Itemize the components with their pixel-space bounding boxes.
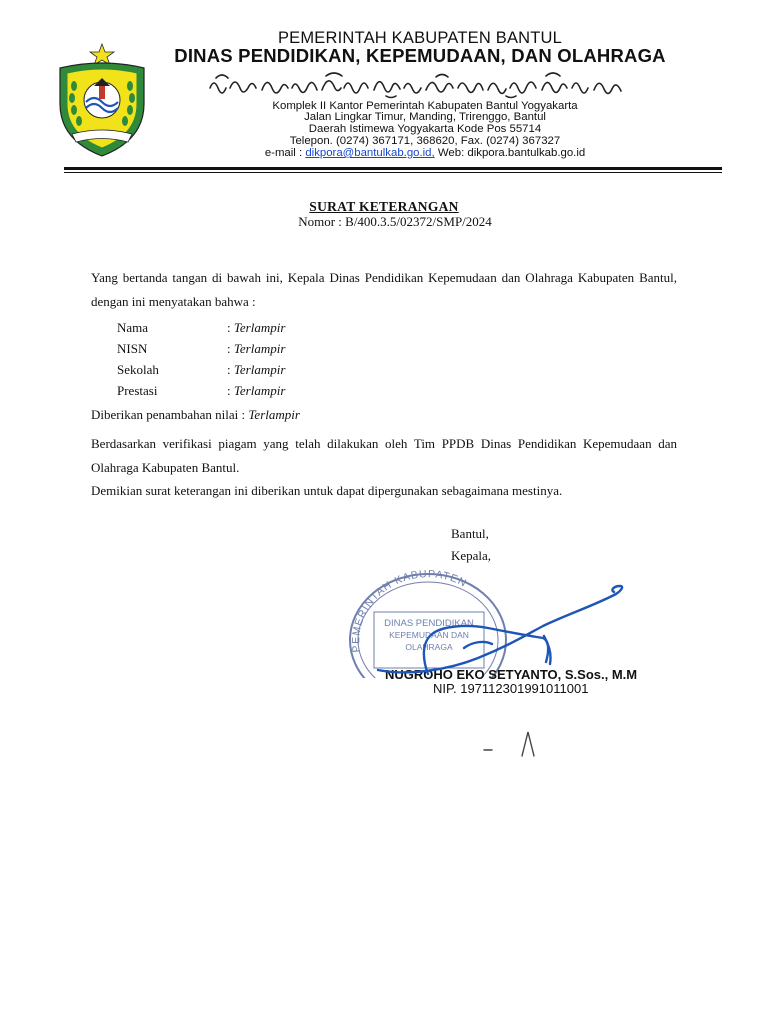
agency-name: DINAS PENDIDIKAN, KEPEMUDAAN, DAN OLAHRAGA <box>174 45 666 66</box>
detail-separator: : <box>227 383 234 398</box>
pen-marks-icon <box>470 720 550 760</box>
additional-score-value: Terlampir <box>248 407 300 422</box>
detail-value <box>227 359 285 380</box>
detail-value <box>227 317 285 338</box>
detail-label: Nama <box>117 320 149 335</box>
stamp-inner-line-1: DINAS PENDIDIKAN <box>384 618 474 629</box>
email-link[interactable]: dikpora@bantulkab.go.id, <box>305 147 435 159</box>
web-text: Web: dikpora.bantulkab.go.id <box>434 147 586 159</box>
regency-crest-icon <box>50 42 154 160</box>
opening-paragraph: Yang bertanda tangan di bawah ini, Kepala Dinas Pendidikan Kepemudaan dan Olahraga Kabupaten Bantul, dengan ini menyatakan bahwa : <box>91 270 677 309</box>
detail-value <box>227 338 285 359</box>
address-line-2: Jalan Lingkar Timur, Manding, Trirenggo, Bantul <box>304 111 546 123</box>
signature-position: Kepala, <box>451 548 492 563</box>
detail-value-text: Terlampir <box>233 383 286 398</box>
contact-line <box>180 147 670 160</box>
additional-score-label: Diberikan penambahan nilai : <box>91 407 249 422</box>
stamp-inner-line-3: OLAHRAGA <box>405 642 453 652</box>
javanese-script-banner-icon <box>206 68 636 100</box>
detail-separator: : <box>227 341 234 356</box>
detail-value <box>227 380 285 401</box>
address-line-1: Komplek II Kantor Pemerintah Kabupaten Bantul Yogyakarta <box>272 100 578 112</box>
detail-separator: : <box>227 362 234 377</box>
handwritten-signature-icon <box>368 578 638 696</box>
verification-paragraph: Berdasarkan verifikasi piagam yang telah dilakukan oleh Tim PPDB Dinas Pendidikan Kepemudaan dan Olahraga Kabupaten Bantul. <box>91 436 677 475</box>
detail-label: NISN <box>117 341 148 356</box>
header-rule <box>64 167 722 170</box>
detail-separator: : <box>227 320 234 335</box>
detail-label: Prestasi <box>117 383 158 398</box>
government-name: PEMERINTAH KABUPATEN BANTUL <box>277 29 563 47</box>
document-title: SURAT KETERANGAN <box>309 199 459 214</box>
additional-score-line <box>91 407 300 423</box>
signature-place: Bantul, <box>451 526 489 541</box>
document-number: Nomor : B/400.3.5/02372/SMP/2024 <box>298 214 492 229</box>
email-label: e-mail : <box>264 147 306 159</box>
detail-value-text: Terlampir <box>233 320 286 335</box>
stamp-inner-line-2: KEPEMUDAAN DAN <box>389 630 469 640</box>
stamp-outer-text: PEMERINTAH KABUPATEN <box>350 570 469 653</box>
signatory-nip: NIP. 197112301991011001 <box>433 681 589 696</box>
signatory-name: NUGROHO EKO SETYANTO, S.Sos., M.M <box>385 667 638 682</box>
detail-value-text: Terlampir <box>233 362 286 377</box>
closing-paragraph: Demikian surat keterangan ini diberikan untuk dapat dipergunakan sebagaimana mestinya. <box>91 483 563 498</box>
header-rule-thin <box>64 172 722 173</box>
address-line-3: Daerah Istimewa Yogyakarta Kode Pos 55714 <box>308 123 542 135</box>
detail-value-text: Terlampir <box>233 341 286 356</box>
phone-line: Telepon. (0274) 367171, 368620, Fax. (0274) 367327 <box>289 135 561 147</box>
detail-label: Sekolah <box>117 362 159 377</box>
